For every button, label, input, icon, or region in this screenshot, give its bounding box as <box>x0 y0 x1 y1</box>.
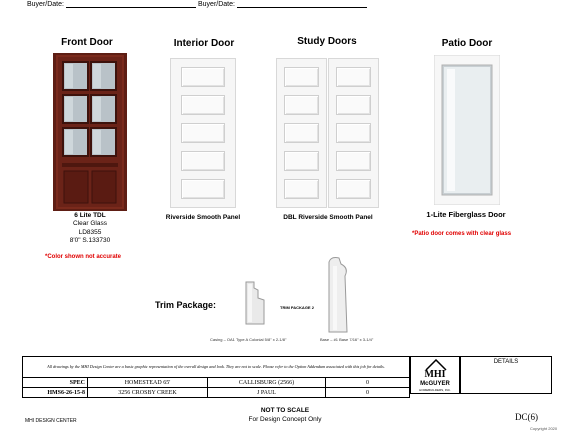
base-caption: Base – #1 Base 7/16" x 3-1/4" <box>320 337 374 342</box>
row2-code: HMS6-26-15-8 <box>23 388 88 398</box>
buyer-date-label-2: Buyer/Date: <box>198 1 235 8</box>
interior-door-image <box>170 58 236 208</box>
front-door-image <box>53 53 127 211</box>
details-box <box>460 356 552 394</box>
front-door-caption-2: Clear Glass <box>73 220 107 227</box>
casing-caption: Casing – OA1 Type A Colonial 5/8" x 2-1/8" <box>210 337 287 342</box>
front-door-caption-4: 8'0" S.133730 <box>69 237 111 244</box>
buyer-date-1 <box>27 0 196 8</box>
front-door-color-note: *Color shown not accurate <box>45 254 122 260</box>
study-doors-heading: Study Doors <box>297 36 357 47</box>
study-door-left-image <box>276 58 327 208</box>
logo-sub-text: HOMEBUILDERS, INC. <box>419 388 451 392</box>
footer-not-to-scale: NOT TO SCALE <box>260 407 310 414</box>
row1-elevation: CALLISBURG (2566) <box>208 378 326 388</box>
interior-door-caption: Riverside Smooth Panel <box>165 214 241 221</box>
details-label: DETAILS <box>493 359 519 365</box>
row2-value: 0 <box>326 388 410 398</box>
casing-profile-image <box>240 280 272 328</box>
row2-buyer: J PAUL <box>208 388 326 398</box>
logo-mhi-text: MHI <box>424 369 446 380</box>
study-doors-caption: DBL Riverside Smooth Panel <box>283 214 373 221</box>
page-number: DC(6) <box>515 412 538 422</box>
patio-door-caption: 1-Lite Fiberglass Door <box>426 210 506 219</box>
patio-door-image <box>434 55 500 205</box>
patio-door-heading: Patio Door <box>441 38 493 49</box>
copyright: Copyright 2020 <box>530 426 558 431</box>
buyer-date-line-1[interactable] <box>66 0 196 8</box>
base-profile-image <box>325 254 355 334</box>
row1-code: SPEC <box>23 378 88 388</box>
mhi-logo <box>410 356 460 394</box>
patio-door-glass-note: *Patio door comes with clear glass <box>412 231 512 237</box>
front-door-heading: Front Door <box>61 37 113 48</box>
footer-left: MHI DESIGN CENTER <box>25 418 77 424</box>
buyer-date-label-1: Buyer/Date: <box>27 1 64 8</box>
row1-plan: HOMESTEAD 65' <box>88 378 208 388</box>
buyer-date-2 <box>198 0 367 8</box>
disclaimer: All drawings by the MHI Design Center are a basic graphic representation of the overall design and look. They are not to scale. Please refer to the Option Addendum associated with this job for details. <box>23 357 410 378</box>
buyer-date-line-2[interactable] <box>237 0 367 8</box>
row1-value: 0 <box>326 378 410 388</box>
title-block-table <box>22 356 410 398</box>
front-door-caption-3: LD8355 <box>78 229 102 236</box>
footer-design-concept: For Design Concept Only <box>248 416 322 423</box>
study-door-right-image <box>328 58 379 208</box>
logo-name-text: McGUYER <box>420 381 450 387</box>
interior-door-heading: Interior Door <box>173 38 235 49</box>
row2-address: 3256 CROSBY CREEK <box>88 388 208 398</box>
trim-package-label: Trim Package: <box>155 300 217 310</box>
trim-package-2-label: TRIM PACKAGE 2 <box>280 305 314 310</box>
front-door-caption-1: 6 Lite TDL <box>74 212 106 219</box>
